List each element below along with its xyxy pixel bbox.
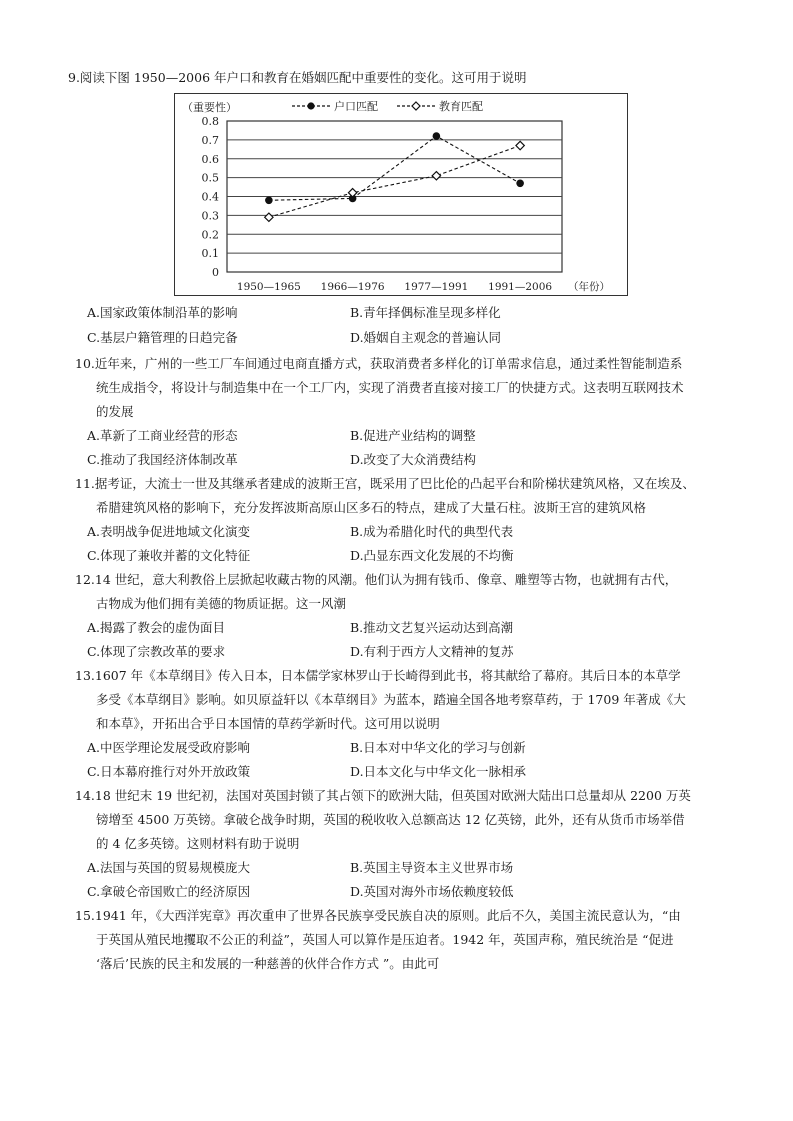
y-tick-label: 0.1 <box>201 247 219 261</box>
q14-option-d: D.英国对海外市场依赖度较低 <box>350 884 514 899</box>
q10-line-1: 10.近年来，广州的一些工厂车间通过电商直播方式，获取消费者多样化的订单需求信息，通过柔性智能制造系 <box>75 356 683 371</box>
legend-label-hukou: 户口匹配 <box>334 100 378 113</box>
q9-stem: 9.阅读下图 1950—2006 年户口和教育在婚姻匹配中重要性的变化。这可用于说明 <box>68 70 527 85</box>
q13-option-b: B.日本对中华文化的学习与创新 <box>350 740 526 755</box>
q9-option-d: D.婚姻自主观念的普遍认同 <box>350 330 502 345</box>
point-hukou <box>433 132 441 140</box>
point-education <box>432 172 440 180</box>
line-chart <box>0 0 793 320</box>
q14-line-2: 镑增至 4500 万英镑。拿破仑战争时期，英国的税收收入总额高达 12 亿英镑，此外，还有从货币市场举借 <box>96 812 685 827</box>
legend-marker-hukou <box>307 102 314 109</box>
y-tick-label: 0 <box>212 266 219 279</box>
point-hukou <box>516 179 524 187</box>
q10-option-d: D.改变了大众消费结构 <box>350 452 477 467</box>
y-tick-label: 0.5 <box>201 171 219 185</box>
x-tick-label: 1950—1965 <box>236 281 301 293</box>
q10-line-3: 的发展 <box>96 404 134 419</box>
q10-option-b: B.促进产业结构的调整 <box>350 428 476 443</box>
q10-line-2: 统生成指令，将设计与制造集中在一个工厂内，实现了消费者直接对接工厂的快捷方式。这表明互联网技术 <box>96 380 684 395</box>
legend-label-education: 教育匹配 <box>439 100 483 113</box>
q13-line-1: 13.1607 年《本草纲目》传入日本，日本儒学家林罗山于长崎得到此书，将其献给了幕府。其后日本的本草学 <box>75 668 681 683</box>
q12-option-c: C.体现了宗教改革的要求 <box>87 644 226 659</box>
point-hukou <box>265 196 273 204</box>
q12-option-a: A.揭露了教会的虚伪面目 <box>87 620 226 635</box>
point-education <box>516 141 524 149</box>
q9-option-b: B.青年择偶标准呈现多样化 <box>350 305 501 320</box>
q14-line-1: 14.18 世纪末 19 世纪初，法国对英国封锁了其占领下的欧洲大陆，但英国对欧洲大陆出口总量却从 2200 万英 <box>75 788 691 803</box>
y-tick-label: 0.6 <box>201 152 219 166</box>
y-tick-label: 0.7 <box>201 133 219 147</box>
q11-option-d: D.凸显东西文化发展的不均衡 <box>350 548 514 563</box>
point-education <box>348 189 356 197</box>
y-tick-label: 0.8 <box>201 115 219 128</box>
q13-line-3: 和本草》，开拓出合乎日本国情的草药学新时代。这可用以说明 <box>96 716 440 731</box>
x-axis-label: （年份） <box>568 281 610 293</box>
q11-line-2: 希腊建筑风格的影响下，充分发挥波斯高原山区多石的特点，建成了大量石柱。波斯王宫的建筑风格 <box>96 500 647 515</box>
q13-option-d: D.日本文化与中华文化一脉相承 <box>350 764 527 779</box>
series-line-education <box>269 146 520 218</box>
q14-option-b: B.英国主导资本主义世界市场 <box>350 860 514 875</box>
q15-line-1: 15.1941 年，《大西洋宪章》再次重申了世界各民族享受民族自决的原则。此后不久，美国主流民意认为，“由 <box>75 908 681 923</box>
y-axis-label: （重要性） <box>182 101 237 114</box>
q12-option-d: D.有利于西方人文精神的复苏 <box>350 644 514 659</box>
x-tick-label: 1966—1976 <box>320 281 385 293</box>
x-tick-label: 1977—1991 <box>404 281 469 293</box>
y-tick-label: 0.4 <box>201 190 219 204</box>
q14-option-a: A.法国与英国的贸易规模庞大 <box>87 860 251 875</box>
y-tick-label: 0.3 <box>201 209 219 223</box>
q9-option-a: A.国家政策体制沿革的影响 <box>87 305 238 320</box>
q15-line-3: ‘落后’民族的民主和发展的一种慈善的伙伴合作方式 ”。由此可 <box>96 956 440 971</box>
q14-option-c: C.拿破仑帝国败亡的经济原因 <box>87 884 251 899</box>
q14-line-3: 的 4 亿多英镑。这则材料有助于说明 <box>96 836 300 851</box>
q11-option-a: A.表明战争促进地域文化演变 <box>87 524 251 539</box>
q11-line-1: 11.据考证，大流士一世及其继承者建成的波斯王宫，既采用了巴比伦的凸起平台和阶梯状建筑风格，又在埃及、 <box>75 476 695 491</box>
q10-option-c: C.推动了我国经济体制改革 <box>87 452 238 467</box>
q12-line-2: 古物成为他们拥有美德的物质证据。这一风潮 <box>96 596 347 611</box>
q11-option-c: C.体现了兼收并蓄的文化特征 <box>87 548 251 563</box>
q9-option-c: C.基层户籍管理的日趋完备 <box>87 330 238 345</box>
y-tick-label: 0.2 <box>201 228 219 242</box>
q13-option-a: A.中医学理论发展受政府影响 <box>87 740 251 755</box>
x-tick-label: 1991—2006 <box>488 281 553 293</box>
q13-line-2: 多受《本草纲目》影响。如贝原益轩以《本草纲目》为蓝本，踏遍全国各地考察草药，于 1709 年著成《大 <box>96 692 686 707</box>
q12-line-1: 12.14 世纪，意大利教俗上层掀起收藏古物的风潮。他们认为拥有钱币、像章、雕塑等古物，也就拥有古代， <box>75 572 678 587</box>
q15-line-2: 于英国从殖民地攫取不公正的利益”，英国人可以算作是压迫者。1942 年，英国声称，殖民统治是 “促进 <box>96 932 674 947</box>
q13-option-c: C.日本幕府推行对外开放政策 <box>87 764 251 779</box>
q10-option-a: A.革新了工商业经营的形态 <box>87 428 238 443</box>
q12-option-b: B.推动文艺复兴运动达到高潮 <box>350 620 514 635</box>
q11-option-b: B.成为希腊化时代的典型代表 <box>350 524 514 539</box>
point-education <box>265 213 273 221</box>
series-line-hukou <box>269 136 520 200</box>
legend-marker-education <box>412 102 420 110</box>
